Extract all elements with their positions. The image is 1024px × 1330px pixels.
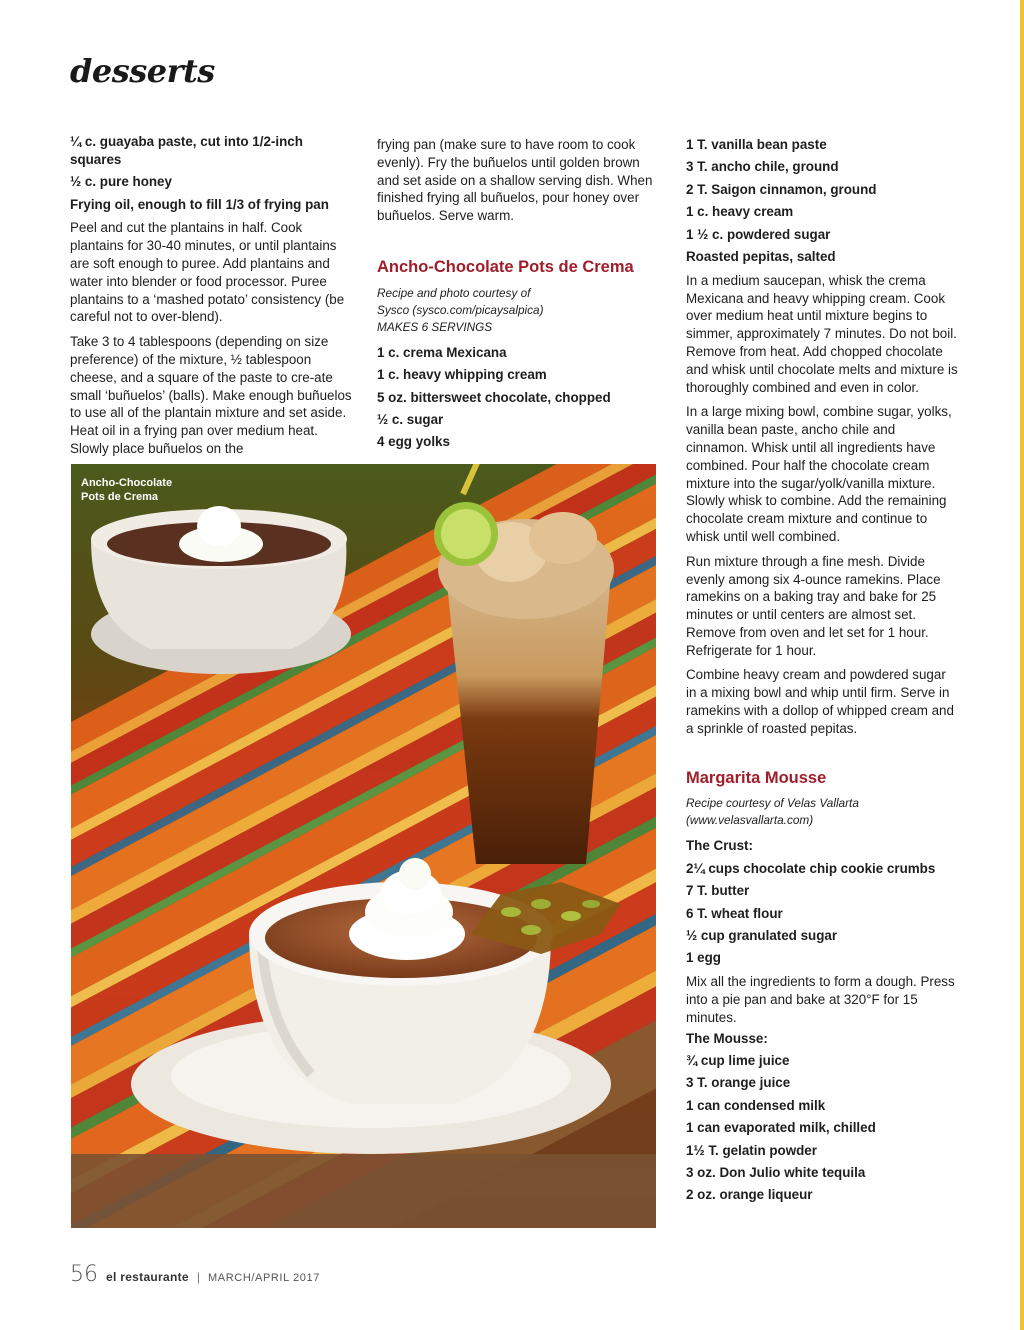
- ingredient-line: 5 oz. bittersweet chocolate, chopped: [377, 389, 611, 405]
- method-paragraph: Mix all the ingredients to form a dough. Press into a pie pan and bake at 320°F for 15 minutes.: [686, 974, 955, 1025]
- method-paragraph: Peel and cut the plantains in half. Cook plantains for 30-40 minutes, or until plantains are soft enough to puree. Add plantains and water into blender or food processor. Puree plantains to a ‘mashed potato’ consistency (be careful not to over-blend).: [70, 220, 345, 325]
- credit-line: (www.velasvallarta.com): [686, 813, 814, 828]
- ingredient-line: ½ c. pure honey: [70, 174, 172, 190]
- ingredient-line: 2 T. Saigon cinnamon, ground: [686, 181, 877, 197]
- column-2: [377, 136, 655, 456]
- column-1: [70, 133, 352, 465]
- ingredient-line: 2 oz. orange liqueur: [686, 1187, 813, 1203]
- footer-separator: |: [196, 1270, 201, 1284]
- ingredient-line: 4 egg yolks: [377, 434, 450, 450]
- ingredient-line: 1 ½ c. powdered sugar: [686, 226, 831, 242]
- magazine-name: el restaurante: [106, 1270, 189, 1284]
- ingredient-line: 1½ T. gelatin powder: [686, 1142, 817, 1158]
- section-heading: desserts: [70, 52, 215, 90]
- ingredient-line: ½ c. sugar: [377, 411, 444, 427]
- caption-line: Ancho-Chocolate: [81, 477, 173, 489]
- caption-line: Pots de Crema: [81, 491, 159, 503]
- page-edge-bar: [1020, 0, 1024, 1330]
- photo-caption: [81, 476, 211, 504]
- ingredient-line: ½ cup granulated sugar: [686, 928, 838, 944]
- ingredient-line: Roasted pepitas, salted: [686, 248, 836, 264]
- subheading: The Mousse:: [686, 1030, 768, 1046]
- ingredient-line: 1 egg: [686, 950, 721, 966]
- dessert-photo: [71, 464, 656, 1228]
- recipe-title: Ancho-Chocolate Pots de Crema: [377, 257, 634, 276]
- ingredient-line: 3 oz. Don Julio white tequila: [686, 1164, 866, 1180]
- ingredient-line: 1 c. heavy whipping cream: [377, 367, 547, 383]
- ingredient-line: 1 c. heavy cream: [686, 204, 794, 220]
- ingredient-line: ¾ cup lime juice: [686, 1053, 790, 1068]
- column-3: [686, 136, 958, 1209]
- method-paragraph: Run mixture through a fine mesh. Divide evenly among six 4-ounce ramekins. Place ramekins on a baking tray and bake for 25 minutes or until centers are almost set. Remove from oven and let set for 1 hour. Refrigerate for 1 hour.: [686, 553, 941, 658]
- page-footer: [70, 1262, 320, 1287]
- method-paragraph: Take 3 to 4 tablespoons (depending on size preference) of the mixture, ½ tablespoon cheese, and a square of the paste to cre-ate small ‘buñuelos’ (balls). Make enough buñuelos to use all of the plantain mixture and set aside. Heat oil in a frying pan over medium heat. Slowly place buñuelos on the: [70, 334, 352, 456]
- page-number: 56: [70, 1262, 98, 1287]
- recipe-credit: [377, 285, 655, 336]
- method-paragraph: In a large mixing bowl, combine sugar, yolks, vanilla bean paste, ancho chile and cinnamon. Whisk until all ingredients have combined. Pour half the chocolate cream mixture into the sugar/yolk/vanilla mixture. Slowly whisk to combine. Add the remaining chocolate cream mixture and continue to whisk until well combined.: [686, 404, 952, 544]
- ingredient-line: 1 c. crema Mexicana: [377, 344, 507, 360]
- issue-date: MARCH/APRIL 2017: [208, 1272, 320, 1284]
- ingredient-line: 1 can condensed milk: [686, 1097, 826, 1113]
- recipe-credit: [686, 795, 958, 829]
- ingredient-line: 3 T. orange juice: [686, 1075, 791, 1091]
- method-paragraph: In a medium saucepan, whisk the crema Mexicana and heavy whipping cream. Cook over medium heat until mixture begins to simmer, approximately 7 minutes. Do not boil. Remove from heat. Add chopped chocolate and whisk until chocolate melts and mixture is thoroughly combined and even in color.: [686, 272, 958, 395]
- ingredient-line: 1 can evaporated milk, chilled: [686, 1120, 876, 1136]
- ingredient-line: ¼ c. guayaba paste, cut into 1/2-inch squares: [70, 134, 303, 167]
- method-paragraph: frying pan (make sure to have room to cook evenly). Fry the buñuelos until golden brown and set aside on a shallow serving dish. When finished frying all buñuelos, pour honey over buñuelos. Serve warm.: [377, 137, 653, 224]
- dessert-photo-illustration: [71, 464, 656, 1228]
- ingredient-line: 7 T. butter: [686, 883, 750, 899]
- credit-line: Recipe courtesy of Velas Vallarta: [686, 796, 859, 811]
- ingredient-line: Frying oil, enough to fill 1/3 of frying pan: [70, 196, 329, 212]
- method-paragraph: Combine heavy cream and powdered sugar in a mixing bowl and whip until firm. Serve in ramekins with a dollop of whipped cream and a sprinkle of roasted pepitas.: [686, 667, 954, 736]
- servings-line: MAKES 6 SERVINGS: [377, 319, 493, 334]
- ingredient-line: 1 T. vanilla bean paste: [686, 137, 827, 152]
- ingredient-line: 6 T. wheat flour: [686, 905, 783, 921]
- subheading: The Crust:: [686, 838, 753, 854]
- credit-line: Sysco (sysco.com/picaysalpica): [377, 302, 544, 317]
- ingredient-line: 3 T. ancho chile, ground: [686, 159, 839, 175]
- credit-line: Recipe and photo courtesy of: [377, 285, 531, 300]
- recipe-title: Margarita Mousse: [686, 768, 827, 787]
- ingredient-line: 2¼ cups chocolate chip cookie crumbs: [686, 860, 936, 876]
